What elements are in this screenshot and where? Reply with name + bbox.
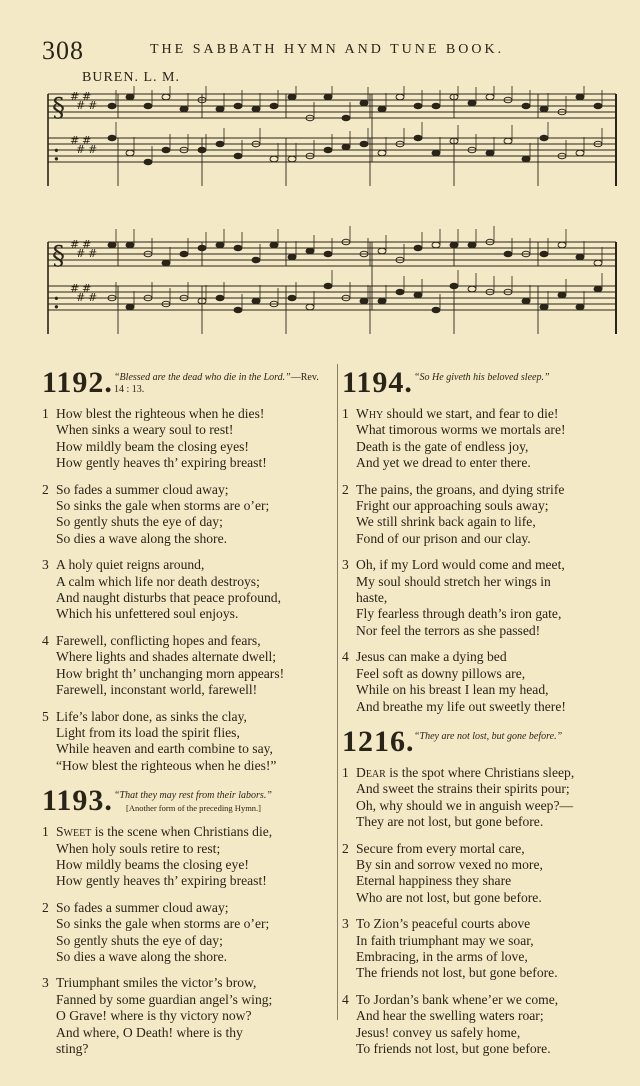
line-text: Eternal happiness they share: [356, 873, 512, 889]
note-head: [126, 94, 134, 100]
verse-line: [342, 666, 634, 682]
line-text: So fades a summer cloud away;: [56, 481, 229, 497]
line-text: And where, O Death! where is thy: [56, 1024, 243, 1040]
verse: [42, 709, 334, 775]
line-text: is the spot where Christians sleep,: [385, 764, 575, 780]
line-text: Feel soft as downy pillows are,: [356, 665, 526, 681]
note-head: [180, 106, 188, 112]
epigraph-reference: —Rev. 14 : 13.: [114, 372, 319, 395]
note-head: [108, 242, 116, 248]
note-head: [576, 304, 584, 310]
right-column: [342, 366, 634, 1067]
line-text: Jesus can make a dying bed: [356, 649, 507, 665]
verse-number: 1: [42, 824, 49, 840]
sharp-icon: #: [82, 134, 92, 147]
verse-number: 5: [42, 708, 49, 724]
verse-line: [342, 857, 634, 873]
note-head: [468, 242, 476, 248]
note-head: [324, 251, 332, 257]
note-head: [450, 283, 458, 289]
verse-number: 2: [42, 481, 49, 497]
verse-line: [342, 814, 634, 830]
sharp-icon: #: [88, 291, 98, 304]
note-head: [540, 251, 548, 257]
note-head: [162, 147, 170, 153]
note-head: [216, 242, 224, 248]
epigraph-text: “They are not lost, but gone before.”: [414, 730, 563, 742]
verse-line: [42, 439, 334, 455]
verse: [342, 557, 634, 639]
verse-number: 2: [342, 481, 349, 497]
verse-line: [342, 1041, 634, 1057]
verse-line: [342, 422, 634, 438]
line-text: Nor feel the terrors as she passed!: [356, 622, 541, 638]
bass-clef-icon: :: [52, 137, 61, 167]
note-head: [144, 103, 152, 109]
note-head: [594, 286, 602, 292]
note-head: [450, 242, 458, 248]
verse-line: [342, 557, 634, 573]
line-text: So fades a summer cloud away;: [56, 899, 229, 915]
note-head: [252, 257, 260, 263]
verse-line: [42, 741, 334, 757]
left-column: [42, 366, 334, 1067]
verse-line: [42, 900, 334, 916]
verse-line: [42, 992, 334, 1008]
verse-line: [342, 649, 634, 665]
line-text: sting?: [56, 1041, 89, 1056]
verse-number: 2: [42, 899, 49, 915]
sharp-icon: #: [70, 134, 80, 147]
verse-line: [42, 1008, 334, 1024]
note-head: [396, 94, 404, 100]
hymn-1216: [342, 725, 634, 1058]
note-head: [378, 248, 386, 254]
verse: [342, 992, 634, 1058]
note-head: [252, 106, 260, 112]
note-head: [540, 135, 548, 141]
verse-line: [42, 975, 334, 991]
sharp-icon: #: [82, 90, 92, 103]
verse-number: 4: [42, 632, 49, 648]
line-text: When sinks a weary soul to rest!: [56, 422, 234, 438]
verse-line: [342, 765, 634, 781]
line-text: Death is the gate of endless joy,: [356, 438, 529, 454]
note-head: [108, 135, 116, 141]
note-head: [108, 103, 116, 109]
note-head: [270, 242, 278, 248]
sharp-icon: #: [82, 238, 92, 251]
line-text: Secure from every mortal care,: [356, 840, 525, 856]
note-head: [594, 260, 602, 266]
column-divider: [337, 364, 338, 1020]
verse-line: [42, 666, 334, 682]
line-text: They are not lost, but gone before.: [356, 814, 544, 830]
verse-line: [342, 574, 634, 590]
verse-line: [42, 606, 334, 622]
treble-clef-icon: §: [52, 93, 65, 123]
note-head: [216, 295, 224, 301]
note-head: [234, 103, 242, 109]
note-head: [180, 251, 188, 257]
line-text: And sweet the strains their spirits pour;: [356, 781, 570, 797]
line-text: How gently heaves th’ expiring breast!: [56, 455, 267, 471]
note-head: [198, 147, 206, 153]
verse-line: [42, 574, 334, 590]
verse-line: [342, 590, 634, 606]
line-text: Farewell, inconstant world, farewell!: [56, 682, 258, 698]
hymn-1194: [342, 366, 634, 715]
hymn-epigraph: [414, 731, 624, 743]
sharp-icon: #: [88, 99, 98, 112]
verse: [42, 557, 334, 623]
line-text: Triumphant smiles the victor’s brow,: [56, 975, 257, 991]
sharp-icon: #: [70, 282, 80, 295]
line-text: To Zion’s peaceful courts above: [356, 916, 531, 932]
hymn-number: 1192.: [42, 366, 113, 399]
note-head: [162, 260, 170, 266]
verse-number: 4: [342, 991, 349, 1007]
note-head: [378, 298, 386, 304]
verse-line: [42, 873, 334, 889]
hymn-note: [Another form of the preceding Hymn.]: [126, 803, 262, 814]
line-text: So gently shuts the eye of day;: [56, 514, 223, 530]
verse: [42, 482, 334, 548]
note-head: [558, 242, 566, 248]
note-head: [432, 242, 440, 248]
verse-line: [42, 709, 334, 725]
hymn-number: 1194.: [342, 366, 413, 399]
note-head: [414, 135, 422, 141]
note-head: [594, 103, 602, 109]
line-text: How blest the righteous when he dies!: [56, 406, 265, 421]
hymn-epigraph: [114, 372, 324, 396]
running-title: THE SABBATH HYMN AND TUNE BOOK.: [150, 42, 505, 57]
verse-line: [42, 1041, 334, 1057]
verse-line: [342, 606, 634, 622]
line-text: While heaven and earth combine to say,: [56, 741, 273, 757]
line-text: Fanned by some guardian angel’s wing;: [56, 991, 273, 1007]
line-text: Embracing, in the arms of love,: [356, 948, 528, 964]
note-head: [414, 292, 422, 298]
verse-line: [342, 1008, 634, 1024]
note-head: [324, 147, 332, 153]
line-text: Where lights and shades alternate dwell;: [56, 649, 277, 665]
note-head: [324, 283, 332, 289]
verse-line: [42, 422, 334, 438]
line-text: To Jordan’s bank whene’er we come,: [356, 991, 559, 1007]
sharp-icon: #: [76, 99, 86, 112]
line-text: should we start, and fear to die!: [383, 406, 559, 421]
tune-title: BUREN. L. M.: [82, 70, 180, 85]
note-head: [414, 103, 422, 109]
line-text: A holy quiet reigns around,: [56, 557, 205, 573]
verse-line: [42, 841, 334, 857]
note-head: [504, 251, 512, 257]
verse-line: [42, 498, 334, 514]
verse-line: [342, 873, 634, 889]
line-text: To friends not lost, but gone before.: [356, 1041, 551, 1056]
line-text: Farewell, conflicting hopes and fears,: [56, 632, 261, 648]
note-head: [306, 248, 314, 254]
line-text: A calm which life nor death destroys;: [56, 573, 260, 589]
hymn-number: 1216.: [342, 724, 415, 758]
verse-number: 1: [42, 406, 49, 421]
line-text: O Grave! where is thy victory now?: [56, 1008, 252, 1024]
line-text: Oh, if my Lord would come and meet,: [356, 557, 565, 573]
sharp-icon: #: [76, 247, 86, 260]
verse-line: [342, 798, 634, 814]
note-head: [522, 156, 530, 162]
verse-line: [342, 482, 634, 498]
line-text: The pains, the groans, and dying strife: [356, 481, 565, 497]
verse: [42, 975, 334, 1057]
epigraph-text: “So He giveth his beloved sleep.”: [414, 372, 550, 383]
note-head: [144, 159, 152, 165]
verse-number: 3: [42, 557, 49, 573]
note-head: [324, 94, 332, 100]
note-head: [216, 141, 224, 147]
note-head: [432, 103, 440, 109]
verse-line: [342, 992, 634, 1008]
epigraph-text: “That they may rest from their labors.”: [114, 790, 272, 802]
line-text: And naught disturbs that peace profound,: [56, 590, 282, 606]
verse-line: [342, 965, 634, 981]
note-head: [342, 115, 350, 121]
verse-line: [42, 682, 334, 698]
note-head: [342, 144, 350, 150]
note-head: [522, 298, 530, 304]
line-text: So dies a wave along the shore.: [56, 530, 228, 546]
line-text: So gently shuts the eye of day;: [56, 932, 223, 948]
note-head: [486, 150, 494, 156]
sharp-icon: #: [76, 143, 86, 156]
verse: [42, 824, 334, 890]
verse-line: [42, 933, 334, 949]
verse-line: [342, 623, 634, 639]
verse: [342, 765, 634, 831]
note-head: [234, 307, 242, 313]
verse-line: [42, 916, 334, 932]
note-head: [540, 106, 548, 112]
note-head: [576, 94, 584, 100]
note-head: [576, 254, 584, 260]
verse-line: [342, 406, 634, 422]
note-head: [432, 307, 440, 313]
verse-number: 3: [342, 557, 349, 573]
line-text: And breathe my life out sweetly there!: [356, 698, 566, 714]
page-header: [42, 36, 602, 66]
epigraph-text: “Blessed are the dead who die in the Lord.”: [114, 372, 291, 383]
hymn-1192: [42, 366, 334, 774]
note-head: [414, 245, 422, 251]
verse-line: [342, 699, 634, 715]
verse-line: [42, 482, 334, 498]
note-head: [252, 298, 260, 304]
line-text: is the scene when Christians die,: [91, 824, 273, 840]
line-text: Which his unfettered soul enjoys.: [56, 606, 239, 622]
verse: [342, 406, 634, 472]
note-head: [396, 289, 404, 295]
verse-line: [342, 1025, 634, 1041]
note-head: [558, 292, 566, 298]
sharp-icon: #: [70, 90, 80, 103]
verse: [42, 900, 334, 966]
note-head: [234, 153, 242, 159]
note-head: [198, 245, 206, 251]
verse-line: [42, 406, 334, 422]
verse: [42, 406, 334, 472]
note-head: [162, 94, 170, 100]
note-head: [360, 100, 368, 106]
bass-clef-icon: :: [52, 285, 61, 315]
line-text: And hear the swelling waters roar;: [356, 1008, 544, 1024]
note-head: [468, 100, 476, 106]
first-word: Why: [356, 406, 384, 421]
verse-line: [42, 557, 334, 573]
note-head: [504, 138, 512, 144]
hymn-epigraph: [114, 790, 324, 814]
verse-line: [42, 455, 334, 471]
line-text: My soul should stretch her wings in: [356, 573, 551, 589]
verse-line: [42, 531, 334, 547]
verse-number: 1: [342, 764, 349, 780]
line-text: When holy souls retire to rest;: [56, 840, 221, 856]
verse-number: 1: [342, 406, 349, 421]
line-text: So sinks the gale when storms are o’er;: [56, 498, 270, 514]
line-text: So sinks the gale when storms are o’er;: [56, 916, 270, 932]
line-text: Oh, why should we in anguish weep?—: [356, 797, 574, 813]
verse-line: [342, 781, 634, 797]
verse: [342, 916, 634, 982]
line-text: Light from its load the spirit flies,: [56, 724, 240, 740]
hymn-epigraph: [414, 372, 624, 384]
line-text: We still shrink back again to life,: [356, 514, 536, 530]
hymn-number: 1193.: [42, 784, 113, 818]
verse-line: [42, 824, 334, 840]
verse: [42, 633, 334, 699]
sharp-icon: #: [88, 143, 98, 156]
verse-line: [42, 633, 334, 649]
note-head: [270, 156, 278, 162]
sharp-icon: #: [70, 238, 80, 251]
note-head: [126, 242, 134, 248]
treble-clef-icon: §: [52, 241, 65, 271]
note-head: [378, 106, 386, 112]
line-text: Fright our approaching souls away;: [356, 498, 549, 514]
note-head: [234, 245, 242, 251]
verse-line: [342, 841, 634, 857]
page-number: 308: [42, 36, 84, 65]
note-head: [468, 286, 476, 292]
verse-line: [42, 725, 334, 741]
note-head: [378, 150, 386, 156]
line-text: How mildly beam the closing eyes!: [56, 438, 249, 454]
line-text: While on his breast I lean my head,: [356, 682, 549, 698]
verse-line: [42, 649, 334, 665]
verse-line: [42, 514, 334, 530]
line-text: So dies a wave along the shore.: [56, 948, 228, 964]
line-text: Who are not lost, but gone before.: [356, 889, 542, 905]
music-score: [40, 86, 626, 348]
line-text: Jesus! convey us safely home,: [356, 1024, 521, 1040]
verse-line: [42, 949, 334, 965]
verse: [342, 482, 634, 548]
sharp-icon: #: [76, 291, 86, 304]
note-head: [306, 304, 314, 310]
note-head: [126, 150, 134, 156]
verse-line: [42, 1025, 334, 1041]
verse-line: [42, 590, 334, 606]
verse-line: [342, 916, 634, 932]
sharp-icon: #: [88, 247, 98, 260]
verse-line: [342, 890, 634, 906]
note-head: [270, 103, 278, 109]
line-text: How gently heaves th’ expiring breast!: [56, 873, 267, 889]
verse-line: [342, 439, 634, 455]
line-text: By sin and sorrow vexed no more,: [356, 856, 543, 872]
hymn-1193: [42, 784, 334, 1057]
note-head: [432, 150, 440, 156]
line-text: And yet we dread to enter there.: [356, 455, 531, 471]
verse-number: 3: [342, 916, 349, 932]
verse-line: [42, 857, 334, 873]
verse-number: 2: [342, 840, 349, 856]
first-word: Sweet: [56, 824, 92, 840]
note-head: [540, 304, 548, 310]
line-text: “How blest the righteous when he dies!”: [56, 757, 277, 773]
note-head: [126, 304, 134, 310]
line-text: The friends not lost, but gone before.: [356, 965, 558, 981]
verse-line: [342, 531, 634, 547]
line-text: haste,: [356, 590, 388, 606]
verse-line: [342, 933, 634, 949]
verse-line: [342, 498, 634, 514]
note-head: [360, 141, 368, 147]
verse-line: [342, 682, 634, 698]
first-word: Dear: [356, 764, 386, 780]
note-head: [216, 106, 224, 112]
note-head: [288, 254, 296, 260]
note-head: [288, 295, 296, 301]
sharp-icon: #: [82, 282, 92, 295]
line-text: Life’s labor done, as sinks the clay,: [56, 708, 247, 724]
line-text: Fond of our prison and our clay.: [356, 530, 531, 546]
verse-line: [42, 758, 334, 774]
line-text: In faith triumphant may we soar,: [356, 932, 534, 948]
verse-line: [342, 514, 634, 530]
line-text: How bright th’ unchanging morn appears!: [56, 665, 285, 681]
verse-line: [342, 949, 634, 965]
note-head: [576, 150, 584, 156]
note-head: [522, 103, 530, 109]
verse: [342, 841, 634, 907]
note-head: [486, 94, 494, 100]
note-head: [360, 298, 368, 304]
note-head: [288, 94, 296, 100]
line-text: What timorous worms we mortals are!: [356, 422, 566, 438]
note-head: [288, 156, 296, 162]
verse-number: 4: [342, 649, 349, 665]
verse-number: 3: [42, 975, 49, 991]
verse: [342, 649, 634, 715]
verse-line: [342, 455, 634, 471]
line-text: How mildly beams the closing eye!: [56, 856, 249, 872]
line-text: Fly fearless through death’s iron gate,: [356, 606, 562, 622]
